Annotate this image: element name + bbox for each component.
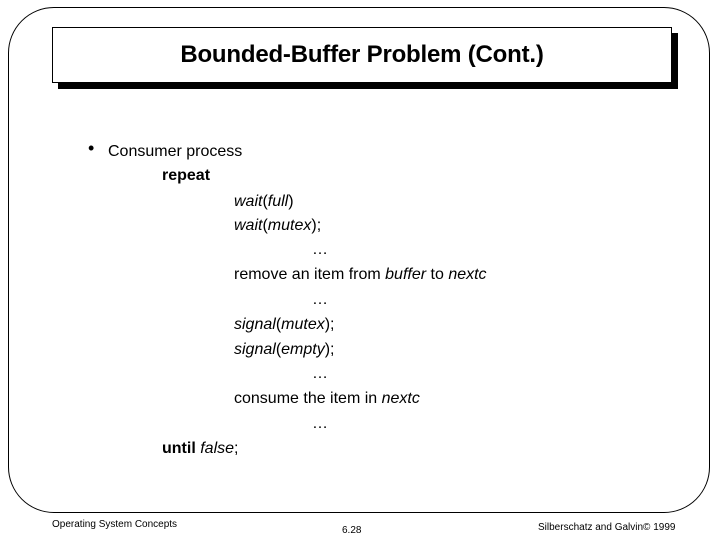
paren: ( (262, 193, 268, 210)
fn-wait: wait (234, 193, 263, 210)
code-line-until (162, 439, 238, 459)
paren: ( (275, 341, 282, 358)
code-line-remove (234, 265, 487, 285)
code-line-wait-full (234, 192, 294, 212)
paren: ); (324, 341, 335, 358)
arg-mutex: mutex (281, 316, 325, 333)
keyword-repeat: repeat (162, 167, 211, 184)
var-nextc: nextc (448, 266, 487, 283)
code-line-signal-mutex (234, 315, 335, 335)
fn-signal: signal (234, 341, 276, 358)
semicolon: ; (234, 440, 239, 457)
arg-mutex: mutex (267, 217, 312, 234)
code-line-consume (234, 389, 420, 409)
paren: ( (275, 316, 282, 333)
keyword-until: until (162, 440, 196, 457)
text: consume the item in (234, 390, 382, 407)
paren: ) (288, 193, 294, 210)
fn-signal: signal (234, 316, 276, 333)
code-line-signal-empty (234, 340, 335, 360)
var-nextc: nextc (381, 390, 420, 407)
arg-false: false (200, 440, 235, 457)
footer-right: Silberschatz and Galvin© 1999 (538, 522, 676, 533)
ellipsis-3: … (312, 365, 328, 382)
arg-empty: empty (281, 341, 325, 358)
arg-full: full (267, 193, 289, 210)
title-box (52, 27, 672, 83)
fn-wait: wait (234, 217, 263, 234)
text: remove an item from (234, 266, 386, 283)
var-buffer: buffer (385, 266, 427, 283)
ellipsis-2: … (312, 291, 328, 308)
footer-left: Operating System Concepts (52, 519, 178, 530)
paren: ); (324, 316, 335, 333)
bullet-dot: • (88, 138, 95, 158)
ellipsis-1: … (312, 241, 328, 258)
paren: ( (262, 217, 268, 234)
bullet-text: Consumer process (108, 143, 243, 160)
footer-page-number: 6.28 (342, 525, 362, 536)
code-line-wait-mutex (234, 216, 321, 236)
text: to (426, 266, 449, 283)
slide-title: Bounded-Buffer Problem (Cont.) (180, 41, 544, 68)
paren: ); (311, 217, 322, 234)
ellipsis-4: … (312, 415, 328, 432)
